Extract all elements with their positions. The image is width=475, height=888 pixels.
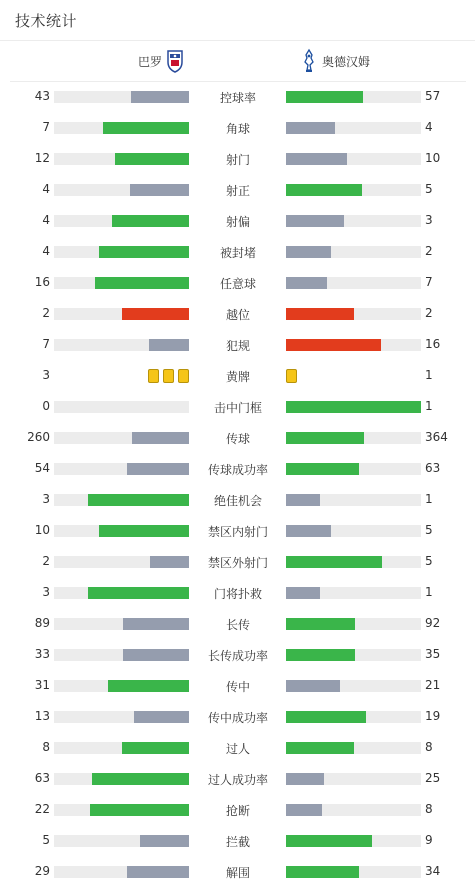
stat-label: 拦截 (225, 835, 250, 849)
away-bar-fill (286, 649, 355, 661)
away-bar-track (286, 308, 421, 320)
stat-row (0, 175, 475, 206)
away-bar-fill (286, 246, 331, 258)
away-value: 19 (425, 709, 441, 723)
teams-header (10, 41, 466, 82)
home-bar-fill (149, 339, 190, 351)
stat-row (0, 578, 475, 609)
stat-label: 过人 (225, 742, 250, 756)
home-bar-fill (88, 494, 189, 506)
away-value: 5 (425, 182, 433, 196)
stat-row (0, 361, 475, 392)
away-bar-fill (286, 153, 347, 165)
away-bar-track (286, 742, 421, 754)
home-bar-track (54, 494, 189, 506)
home-value: 260 (27, 430, 50, 444)
home-bar-track (54, 215, 189, 227)
away-bar-fill (286, 835, 372, 847)
home-bar-fill (123, 618, 189, 630)
home-value: 29 (34, 864, 50, 878)
stat-label: 犯规 (225, 339, 250, 353)
home-value: 12 (34, 151, 50, 165)
stat-row (0, 671, 475, 702)
stat-row (0, 237, 475, 268)
home-bar-fill (150, 556, 189, 568)
away-value: 1 (425, 399, 433, 413)
away-value: 1 (425, 368, 433, 382)
away-team-crest-icon (300, 48, 318, 74)
home-bar-track (54, 680, 189, 692)
home-bar-track (54, 432, 189, 444)
header (0, 0, 475, 41)
home-bar-track (54, 91, 189, 103)
home-bar-track (54, 246, 189, 258)
away-team[interactable] (296, 41, 370, 81)
stat-row (0, 795, 475, 826)
away-bar-track (286, 587, 421, 599)
home-value: 5 (42, 833, 50, 847)
away-bar-track (286, 525, 421, 537)
away-value: 10 (425, 151, 441, 165)
stat-row (0, 299, 475, 330)
away-value: 364 (425, 430, 448, 444)
stat-label: 门将扑救 (213, 587, 262, 601)
stat-label: 传球 (225, 432, 250, 446)
away-value: 1 (425, 585, 433, 599)
home-value: 8 (42, 740, 50, 754)
home-bar-track (54, 649, 189, 661)
stat-label: 过人成功率 (207, 773, 268, 787)
home-value: 16 (34, 275, 50, 289)
stat-label: 抢断 (225, 804, 250, 818)
stat-label: 越位 (225, 308, 250, 322)
away-bar-track (286, 773, 421, 785)
home-value: 7 (42, 337, 50, 351)
home-bar-track (54, 711, 189, 723)
stat-label: 传中 (225, 680, 250, 694)
stat-row (0, 330, 475, 361)
stat-row (0, 82, 475, 113)
away-bar-track (286, 246, 421, 258)
stat-label: 控球率 (219, 91, 256, 105)
away-bar-fill (286, 556, 382, 568)
stat-label: 长传 (225, 618, 250, 632)
home-bar-fill (132, 432, 189, 444)
away-value: 1 (425, 492, 433, 506)
stat-row (0, 113, 475, 144)
away-bar-fill (286, 494, 320, 506)
home-value: 3 (42, 492, 50, 506)
home-bar-fill (130, 184, 189, 196)
away-bar-fill (286, 711, 366, 723)
stat-label: 击中门框 (213, 401, 262, 415)
home-bar-track (54, 339, 189, 351)
away-bar-track (286, 215, 421, 227)
home-bar-track (54, 742, 189, 754)
home-team-crest-icon (166, 48, 184, 74)
home-bar-fill (90, 804, 189, 816)
home-bar-fill (88, 587, 189, 599)
stats-table (0, 82, 475, 888)
home-value: 2 (42, 554, 50, 568)
away-value: 4 (425, 120, 433, 134)
stat-label: 黄牌 (225, 370, 250, 384)
home-value: 10 (34, 523, 50, 537)
home-value: 3 (42, 368, 50, 382)
away-bar-fill (286, 215, 344, 227)
stat-label: 射偏 (225, 215, 250, 229)
away-bar-track (286, 835, 421, 847)
away-team-name: 奥德汉姆 (322, 54, 371, 69)
home-value: 4 (42, 182, 50, 196)
home-bar-track (54, 866, 189, 878)
away-value: 16 (425, 337, 441, 351)
home-value: 54 (34, 461, 50, 475)
home-bar-track (54, 835, 189, 847)
away-bar-track (286, 618, 421, 630)
away-value: 7 (425, 275, 433, 289)
home-value: 4 (42, 244, 50, 258)
home-bar-fill (134, 711, 189, 723)
away-bar-track (286, 339, 421, 351)
home-bar-track (54, 401, 189, 413)
away-bar-track (286, 277, 421, 289)
page-title: 技术统计 (15, 12, 78, 30)
home-bar-track (54, 773, 189, 785)
home-value: 89 (34, 616, 50, 630)
yellow-card-icon (286, 369, 297, 383)
home-value: 2 (42, 306, 50, 320)
away-bar-fill (286, 866, 359, 878)
home-bar-track (54, 153, 189, 165)
stat-row (0, 857, 475, 888)
stat-label: 射门 (225, 153, 250, 167)
away-value: 8 (425, 802, 433, 816)
away-bar-track (286, 556, 421, 568)
stat-row (0, 826, 475, 857)
away-bar-fill (286, 525, 331, 537)
away-bar-fill (286, 91, 363, 103)
away-bar-track (286, 401, 421, 413)
home-bar-track (54, 277, 189, 289)
home-yellow-cards (148, 369, 189, 383)
home-bar-fill (108, 680, 189, 692)
stat-label: 禁区外射门 (207, 556, 268, 570)
away-value: 9 (425, 833, 433, 847)
away-bar-track (286, 711, 421, 723)
stat-label: 绝佳机会 (213, 494, 262, 508)
away-value: 57 (425, 89, 441, 103)
away-bar-track (286, 432, 421, 444)
home-value: 13 (34, 709, 50, 723)
home-bar-track (54, 618, 189, 630)
away-bar-fill (286, 773, 324, 785)
away-bar-fill (286, 618, 355, 630)
away-bar-fill (286, 804, 322, 816)
home-bar-fill (99, 525, 189, 537)
away-bar-fill (286, 339, 381, 351)
yellow-card-icon (148, 369, 159, 383)
away-value: 2 (425, 244, 433, 258)
away-value: 34 (425, 864, 441, 878)
home-value: 22 (34, 802, 50, 816)
away-yellow-cards (286, 369, 297, 383)
stat-label: 射正 (225, 184, 250, 198)
away-bar-track (286, 680, 421, 692)
stat-row (0, 454, 475, 485)
stat-label: 长传成功率 (207, 649, 268, 663)
away-bar-track (286, 866, 421, 878)
home-bar-track (54, 184, 189, 196)
home-bar-fill (140, 835, 189, 847)
home-team[interactable] (138, 41, 188, 81)
away-value: 25 (425, 771, 441, 785)
home-bar-track (54, 587, 189, 599)
home-bar-fill (95, 277, 190, 289)
away-value: 5 (425, 554, 433, 568)
stat-row (0, 547, 475, 578)
home-bar-fill (131, 91, 189, 103)
home-bar-fill (127, 463, 189, 475)
yellow-card-icon (163, 369, 174, 383)
away-bar-fill (286, 122, 335, 134)
home-value: 33 (34, 647, 50, 661)
stat-row (0, 609, 475, 640)
stat-label: 任意球 (219, 277, 256, 291)
away-value: 5 (425, 523, 433, 537)
away-bar-fill (286, 463, 359, 475)
away-bar-track (286, 153, 421, 165)
away-bar-track (286, 649, 421, 661)
away-value: 92 (425, 616, 441, 630)
away-value: 21 (425, 678, 441, 692)
home-bar-track (54, 463, 189, 475)
stat-row (0, 206, 475, 237)
home-value: 4 (42, 213, 50, 227)
away-bar-fill (286, 184, 362, 196)
stat-row (0, 516, 475, 547)
away-bar-fill (286, 308, 354, 320)
away-bar-track (286, 184, 421, 196)
home-bar-fill (122, 308, 190, 320)
away-bar-fill (286, 742, 354, 754)
away-bar-track (286, 804, 421, 816)
stat-label: 被封堵 (219, 246, 256, 260)
stat-row (0, 268, 475, 299)
home-value: 3 (42, 585, 50, 599)
away-value: 2 (425, 306, 433, 320)
home-bar-track (54, 525, 189, 537)
home-value: 7 (42, 120, 50, 134)
away-bar-fill (286, 277, 327, 289)
stat-row (0, 733, 475, 764)
home-bar-track (54, 122, 189, 134)
home-bar-track (54, 804, 189, 816)
away-bar-track (286, 463, 421, 475)
home-value: 43 (34, 89, 50, 103)
home-team-name: 巴罗 (137, 54, 162, 69)
yellow-card-icon (178, 369, 189, 383)
away-bar-fill (286, 680, 340, 692)
home-value: 31 (34, 678, 50, 692)
away-bar-fill (286, 587, 320, 599)
home-bar-fill (123, 649, 189, 661)
home-bar-fill (103, 122, 189, 134)
away-value: 8 (425, 740, 433, 754)
away-bar-fill (286, 432, 364, 444)
stat-row (0, 640, 475, 671)
away-bar-fill (286, 401, 421, 413)
home-value: 63 (34, 771, 50, 785)
away-bar-track (286, 494, 421, 506)
home-value: 0 (42, 399, 50, 413)
home-bar-fill (115, 153, 189, 165)
stat-label: 角球 (225, 122, 250, 136)
home-bar-fill (99, 246, 189, 258)
away-value: 35 (425, 647, 441, 661)
stat-label: 解围 (225, 866, 250, 880)
away-bar-track (286, 91, 421, 103)
away-bar-track (286, 122, 421, 134)
stat-label: 传球成功率 (207, 463, 268, 477)
home-bar-fill (92, 773, 189, 785)
stat-row (0, 702, 475, 733)
home-bar-fill (127, 866, 189, 878)
stat-row (0, 764, 475, 795)
away-value: 3 (425, 213, 433, 227)
home-bar-fill (122, 742, 190, 754)
stat-row (0, 423, 475, 454)
home-bar-track (54, 308, 189, 320)
stat-label: 传中成功率 (207, 711, 268, 725)
home-bar-fill (112, 215, 189, 227)
stat-row (0, 144, 475, 175)
home-bar-track (54, 556, 189, 568)
away-value: 63 (425, 461, 441, 475)
stat-label: 禁区内射门 (207, 525, 268, 539)
stat-row (0, 392, 475, 423)
stat-row (0, 485, 475, 516)
